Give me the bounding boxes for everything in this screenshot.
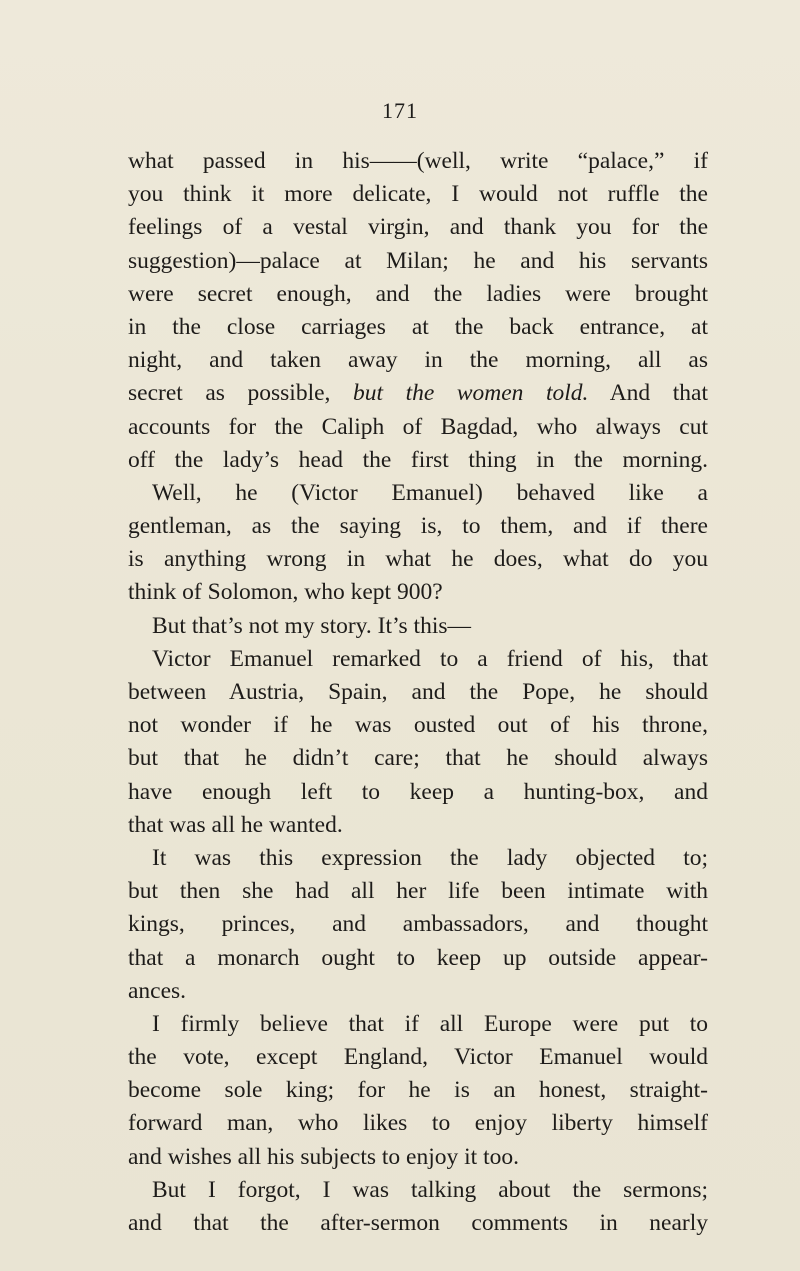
text-run: and that the after-sermon comments in nearly <box>128 1210 708 1236</box>
text-run: you think it more delicate, I would not ruffle the <box>128 181 708 208</box>
text-run: It was this expression the lady objected to; <box>152 844 708 871</box>
text-run: were secret enough, and the ladies were brought <box>128 280 708 307</box>
text-run: not wonder if he was ousted out of his throne, <box>128 712 708 739</box>
text-run: ances. <box>128 977 187 1004</box>
text-line <box>128 676 708 709</box>
text-run: feelings of a vestal virgin, and thank you for the <box>128 214 708 241</box>
text-line <box>128 178 708 211</box>
text-line <box>128 776 708 809</box>
text-line <box>128 477 708 510</box>
text-run: in the close carriages at the back entrance, at <box>128 313 708 340</box>
text-run: Victor Emanuel remarked to a friend of his, that <box>152 645 708 672</box>
text-run: but that he didn’t care; that he should always <box>128 745 708 772</box>
text-run: I firmly believe that if all Europe were put to <box>152 1010 708 1037</box>
text-line <box>128 942 708 975</box>
text-line <box>128 1107 708 1140</box>
text-run: and wishes all his subjects to enjoy it too. <box>128 1143 519 1170</box>
text-line <box>128 610 708 643</box>
text-run: off the lady’s head the first thing in the morning. <box>128 446 708 473</box>
text-run: become sole king; for he is an honest, straight- <box>128 1077 708 1104</box>
text-line <box>128 377 708 410</box>
text-run: kings, princes, and ambassadors, and thought <box>128 911 708 938</box>
text-line <box>128 742 708 775</box>
text-run: night, and taken away in the morning, all as <box>128 347 708 374</box>
text-run: forward man, who likes to enjoy liberty himself <box>128 1110 708 1137</box>
text-run: is anything wrong in what he does, what do you <box>128 546 708 573</box>
text-run: But I forgot, I was talking about the sermons; <box>152 1176 708 1203</box>
text-line <box>128 908 708 941</box>
text-line <box>128 444 708 477</box>
text-run: secret as possible, <box>128 380 353 407</box>
text-run: have enough left to keep a hunting-box, and <box>128 778 708 805</box>
text-line <box>128 278 708 311</box>
text-line <box>128 875 708 908</box>
text-run: Well, he (Victor Emanuel) behaved like a <box>152 479 708 506</box>
text-line <box>128 211 708 244</box>
text-line <box>128 975 708 1008</box>
text-run: suggestion)—palace at Milan; he and his servants <box>128 247 708 274</box>
text-line <box>128 1041 708 1074</box>
text-run: But that’s not my story. It’s this— <box>152 612 472 639</box>
page-number: 171 <box>382 98 418 123</box>
text-line <box>128 1207 708 1240</box>
text-line <box>128 576 708 609</box>
text-line <box>128 344 708 377</box>
text-line <box>128 1008 708 1041</box>
text-line <box>128 1174 708 1207</box>
text-line <box>128 311 708 344</box>
italic-text-run: but the women told. <box>352 380 589 407</box>
text-line <box>128 842 708 875</box>
body-text <box>128 145 708 1240</box>
text-line <box>128 709 708 742</box>
text-run: And that <box>588 380 708 407</box>
text-line <box>128 245 708 278</box>
text-line <box>128 643 708 676</box>
text-line <box>128 543 708 576</box>
text-line <box>128 411 708 444</box>
text-run: but then she had all her life been intimate with <box>128 878 708 905</box>
text-run: between Austria, Spain, and the Pope, he should <box>128 679 708 705</box>
text-run: that was all he wanted. <box>128 811 343 838</box>
text-run: think of Solomon, who kept 900? <box>128 579 443 606</box>
text-line <box>128 510 708 543</box>
text-run: that a monarch ought to keep up outside appear- <box>128 944 708 971</box>
text-run: accounts for the Caliph of Bagdad, who always cut <box>128 413 708 440</box>
text-run: what passed in his——(well, write “palace,” if <box>128 148 708 174</box>
text-line <box>128 809 708 842</box>
text-line <box>128 1141 708 1174</box>
text-run: gentleman, as the saying is, to them, and if there <box>128 513 708 540</box>
text-run: the vote, except England, Victor Emanuel would <box>128 1044 708 1071</box>
text-line <box>128 1074 708 1107</box>
text-line <box>128 145 708 178</box>
